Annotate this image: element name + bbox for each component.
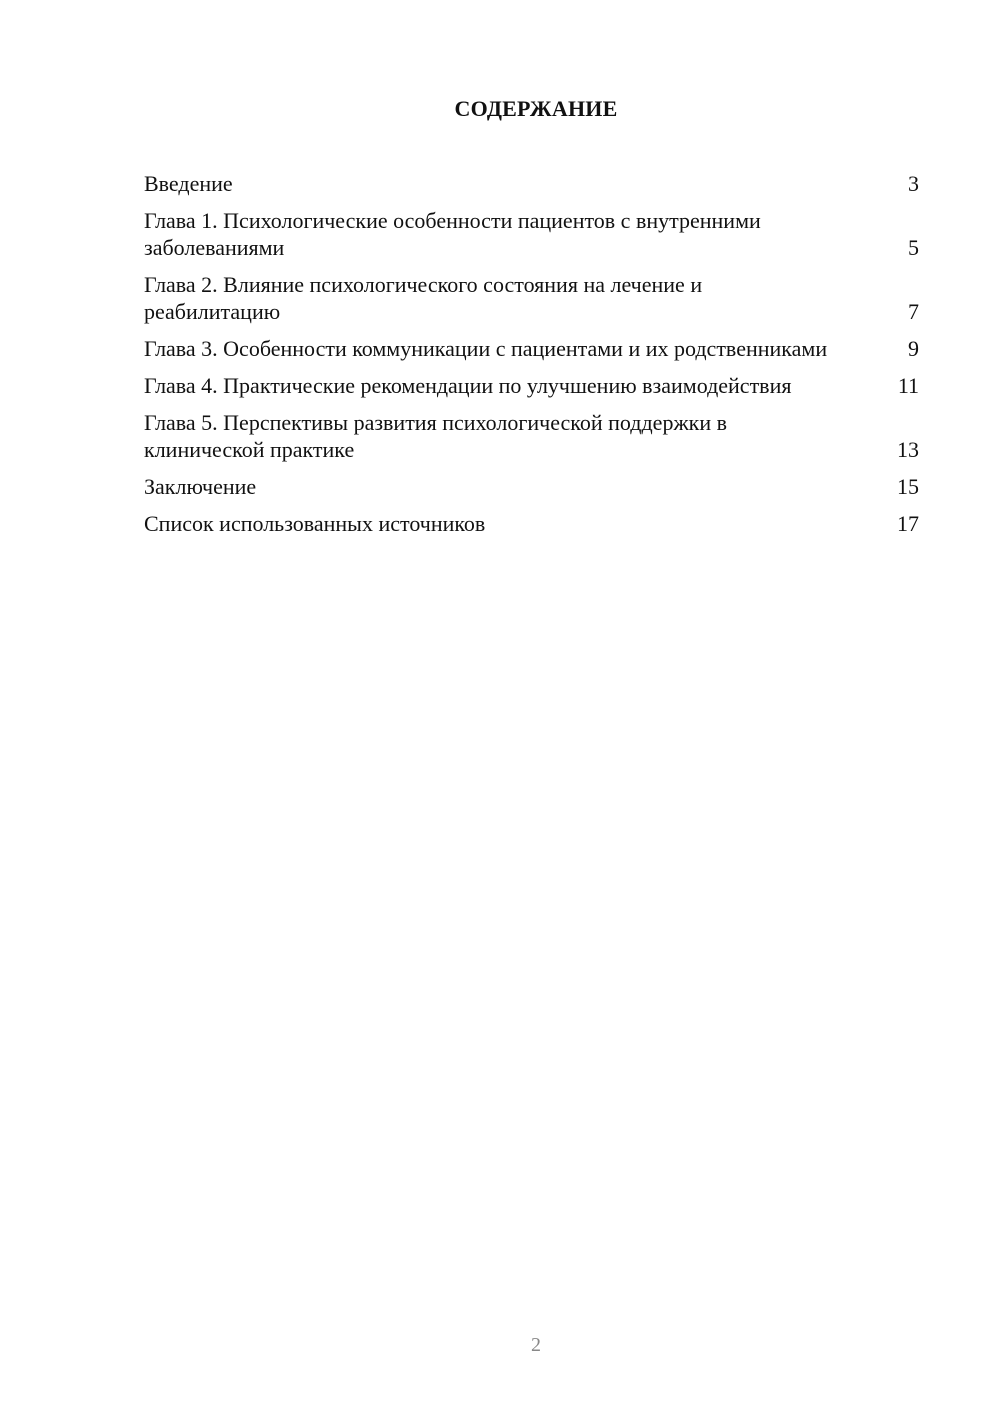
table-of-contents xyxy=(144,170,919,547)
toc-entry-page: 15 xyxy=(897,474,919,499)
toc-entry xyxy=(144,207,919,261)
toc-entry-text: Введение xyxy=(144,171,233,196)
toc-entry-page: 9 xyxy=(908,336,919,361)
page-number: 2 xyxy=(531,1334,541,1356)
toc-entry-text: Глава 1. Психологические особенности пациентов с внутренними заболеваниями xyxy=(144,208,761,260)
toc-entry-page: 17 xyxy=(897,511,919,536)
toc-entry xyxy=(144,170,919,197)
toc-entry xyxy=(144,409,919,463)
page-title: СОДЕРЖАНИЕ xyxy=(454,96,618,121)
toc-entry-page: 11 xyxy=(897,373,919,398)
toc-entry xyxy=(144,473,919,500)
toc-entry xyxy=(144,271,919,325)
toc-entry-text: Глава 4. Практические рекомендации по улучшению взаимодействия xyxy=(144,373,792,398)
toc-entry-page: 7 xyxy=(908,299,919,324)
toc-entry-page: 3 xyxy=(908,171,919,196)
toc-entry-page: 5 xyxy=(908,235,919,260)
toc-entry xyxy=(144,335,919,362)
toc-entry-text: Глава 5. Перспективы развития психологической поддержки в клинической практике xyxy=(144,410,727,462)
toc-entry-text: Глава 2. Влияние психологического состояния на лечение и реабилитацию xyxy=(144,272,703,324)
toc-entry-text: Список использованных источников xyxy=(144,511,486,536)
toc-entry xyxy=(144,510,919,537)
toc-entry xyxy=(144,372,919,399)
toc-entry-text: Заключение xyxy=(144,474,257,499)
toc-entry-text: Глава 3. Особенности коммуникации с пациентами и их родственниками xyxy=(144,336,828,361)
toc-entry-page: 13 xyxy=(897,437,919,462)
